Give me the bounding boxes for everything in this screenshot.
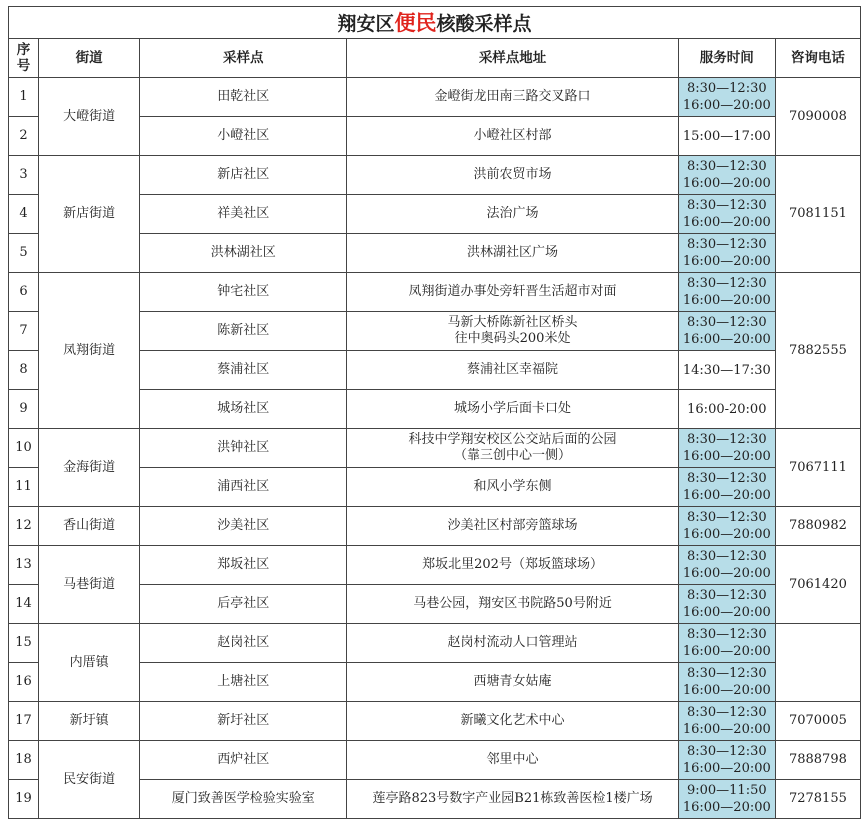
cell-point: 新圩社区 xyxy=(140,702,347,741)
cell-street: 马巷街道 xyxy=(39,546,140,624)
cell-time: 8:30—12:30 16:00—20:00 xyxy=(678,234,775,273)
cell-address: 小嶝社区村部 xyxy=(347,117,678,156)
cell-time: 8:30—12:30 16:00—20:00 xyxy=(678,468,775,507)
cell-address: 凤翔街道办事处旁轩晋生活超市对面 xyxy=(347,273,678,312)
cell-no: 19 xyxy=(9,780,39,819)
cell-time: 8:30—12:30 16:00—20:00 xyxy=(678,702,775,741)
header-time: 服务时间 xyxy=(678,39,775,78)
cell-phone: 7070005 xyxy=(775,702,860,741)
table-row xyxy=(9,507,861,546)
cell-phone: 7061420 xyxy=(775,546,860,624)
sheet-title xyxy=(8,6,861,38)
cell-point: 陈新社区 xyxy=(140,312,347,351)
cell-phone: 7067111 xyxy=(775,429,860,507)
cell-time: 8:30—12:30 16:00—20:00 xyxy=(678,78,775,117)
cell-point: 厦门致善医学检验实验室 xyxy=(140,780,347,819)
cell-no: 3 xyxy=(9,156,39,195)
cell-street: 大嶝街道 xyxy=(39,78,140,156)
table-row xyxy=(9,546,861,585)
cell-no: 10 xyxy=(9,429,39,468)
cell-address: 和风小学东侧 xyxy=(347,468,678,507)
cell-point: 洪林湖社区 xyxy=(140,234,347,273)
cell-point: 后亭社区 xyxy=(140,585,347,624)
title-part3: 核酸采样点 xyxy=(436,13,532,35)
cell-time: 8:30—12:30 16:00—20:00 xyxy=(678,429,775,468)
cell-address: 郑坂北里202号（郑坂篮球场） xyxy=(347,546,678,585)
header-street: 街道 xyxy=(39,39,140,78)
cell-no: 8 xyxy=(9,351,39,390)
header-point: 采样点 xyxy=(140,39,347,78)
cell-time: 9:00—11:50 16:00—20:00 xyxy=(678,780,775,819)
cell-point: 洪钟社区 xyxy=(140,429,347,468)
cell-no: 15 xyxy=(9,624,39,663)
cell-no: 2 xyxy=(9,117,39,156)
cell-time: 8:30—12:30 16:00—20:00 xyxy=(678,741,775,780)
sampling-points-table xyxy=(8,38,861,819)
cell-address: 城场小学后面卡口处 xyxy=(347,390,678,429)
cell-time: 15:00—17:00 xyxy=(678,117,775,156)
cell-phone: 7880982 xyxy=(775,507,860,546)
header-phone: 咨询电话 xyxy=(775,39,860,78)
cell-address: 金嶝街龙田南三路交叉路口 xyxy=(347,78,678,117)
cell-no: 4 xyxy=(9,195,39,234)
cell-point: 田乾社区 xyxy=(140,78,347,117)
cell-address: 洪前农贸市场 xyxy=(347,156,678,195)
cell-phone: 7888798 xyxy=(775,741,860,780)
cell-no: 18 xyxy=(9,741,39,780)
cell-address: 莲亭路823号数字产业园B21栋致善医检1楼广场 xyxy=(347,780,678,819)
cell-phone: 7882555 xyxy=(775,273,860,429)
cell-address: 赵岗村流动人口管理站 xyxy=(347,624,678,663)
cell-no: 13 xyxy=(9,546,39,585)
cell-point: 祥美社区 xyxy=(140,195,347,234)
cell-time: 8:30—12:30 16:00—20:00 xyxy=(678,663,775,702)
cell-no: 11 xyxy=(9,468,39,507)
cell-point: 城场社区 xyxy=(140,390,347,429)
cell-address: 马新大桥陈新社区桥头 往中奥码头200米处 xyxy=(347,312,678,351)
table-row xyxy=(9,624,861,663)
header-no: 序 号 xyxy=(9,39,39,78)
cell-time: 8:30—12:30 16:00—20:00 xyxy=(678,273,775,312)
table-row xyxy=(9,78,861,117)
cell-phone: 7090008 xyxy=(775,78,860,156)
cell-point: 西炉社区 xyxy=(140,741,347,780)
cell-address: 科技中学翔安校区公交站后面的公园 （靠三创中心一侧） xyxy=(347,429,678,468)
table-header-row xyxy=(9,39,861,78)
cell-address: 沙美社区村部旁篮球场 xyxy=(347,507,678,546)
table-body xyxy=(9,78,861,819)
cell-point: 赵岗社区 xyxy=(140,624,347,663)
cell-point: 蔡浦社区 xyxy=(140,351,347,390)
cell-time: 8:30—12:30 16:00—20:00 xyxy=(678,546,775,585)
cell-point: 钟宅社区 xyxy=(140,273,347,312)
cell-time: 8:30—12:30 16:00—20:00 xyxy=(678,195,775,234)
cell-time: 8:30—12:30 16:00—20:00 xyxy=(678,585,775,624)
table-row xyxy=(9,429,861,468)
table-row xyxy=(9,702,861,741)
cell-address: 法治广场 xyxy=(347,195,678,234)
table-row xyxy=(9,741,861,780)
cell-no: 17 xyxy=(9,702,39,741)
sampling-points-sheet xyxy=(8,6,861,819)
header-address: 采样点地址 xyxy=(347,39,678,78)
cell-no: 1 xyxy=(9,78,39,117)
cell-no: 16 xyxy=(9,663,39,702)
title-part1: 翔安区 xyxy=(337,13,395,35)
cell-point: 小嶝社区 xyxy=(140,117,347,156)
cell-address: 邻里中心 xyxy=(347,741,678,780)
cell-no: 6 xyxy=(9,273,39,312)
cell-time: 16:00-20:00 xyxy=(678,390,775,429)
cell-no: 14 xyxy=(9,585,39,624)
cell-street: 凤翔街道 xyxy=(39,273,140,429)
cell-street: 民安街道 xyxy=(39,741,140,819)
title-highlight: 便民 xyxy=(394,10,437,35)
cell-time: 8:30—12:30 16:00—20:00 xyxy=(678,312,775,351)
cell-point: 郑坂社区 xyxy=(140,546,347,585)
cell-point: 新店社区 xyxy=(140,156,347,195)
cell-address: 蔡浦社区幸福院 xyxy=(347,351,678,390)
cell-street: 香山街道 xyxy=(39,507,140,546)
cell-street: 新店街道 xyxy=(39,156,140,273)
cell-address: 洪林湖社区广场 xyxy=(347,234,678,273)
cell-street: 金海街道 xyxy=(39,429,140,507)
cell-time: 8:30—12:30 16:00—20:00 xyxy=(678,507,775,546)
cell-time: 8:30—12:30 16:00—20:00 xyxy=(678,624,775,663)
cell-time: 14:30—17:30 xyxy=(678,351,775,390)
cell-address: 马巷公园，翔安区书院路50号附近 xyxy=(347,585,678,624)
cell-address: 西塘青女姑庵 xyxy=(347,663,678,702)
cell-phone: 7278155 xyxy=(775,780,860,819)
cell-no: 9 xyxy=(9,390,39,429)
cell-no: 7 xyxy=(9,312,39,351)
cell-no: 5 xyxy=(9,234,39,273)
cell-no: 12 xyxy=(9,507,39,546)
cell-street: 新圩镇 xyxy=(39,702,140,741)
cell-street: 内厝镇 xyxy=(39,624,140,702)
table-row xyxy=(9,273,861,312)
cell-address: 新曦文化艺术中心 xyxy=(347,702,678,741)
cell-point: 上塘社区 xyxy=(140,663,347,702)
cell-point: 沙美社区 xyxy=(140,507,347,546)
cell-point: 浦西社区 xyxy=(140,468,347,507)
cell-phone xyxy=(775,624,860,702)
cell-phone: 7081151 xyxy=(775,156,860,273)
cell-time: 8:30—12:30 16:00—20:00 xyxy=(678,156,775,195)
table-row xyxy=(9,156,861,195)
